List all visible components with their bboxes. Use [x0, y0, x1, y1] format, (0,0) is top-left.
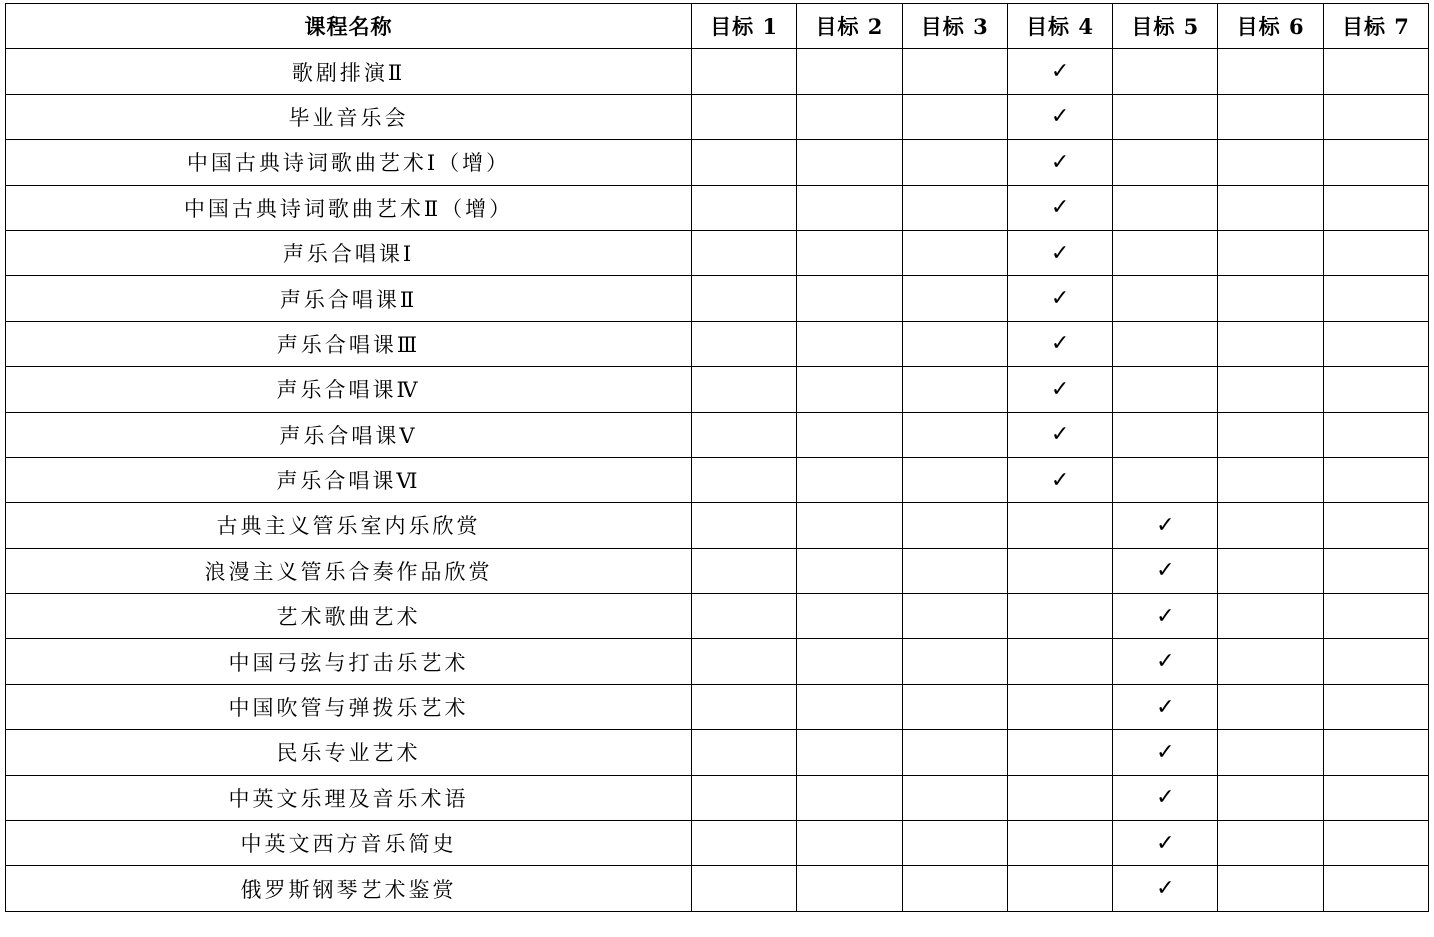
- check-mark-cell: ✓: [1113, 866, 1218, 911]
- empty-goal-cell: [692, 321, 797, 366]
- empty-goal-cell: [1218, 503, 1323, 548]
- empty-goal-cell: [902, 276, 1007, 321]
- empty-goal-cell: [902, 367, 1007, 412]
- empty-goal-cell: [797, 775, 902, 820]
- empty-goal-cell: [1113, 276, 1218, 321]
- empty-goal-cell: [797, 457, 902, 502]
- table-row: [6, 594, 1429, 639]
- empty-goal-cell: [902, 94, 1007, 139]
- empty-goal-cell: [1007, 503, 1112, 548]
- check-mark-cell: ✓: [1007, 321, 1112, 366]
- check-mark-cell: ✓: [1113, 503, 1218, 548]
- course-goal-table: [5, 3, 1429, 912]
- course-name-cell: 浪漫主义管乐合奏作品欣赏: [6, 548, 692, 593]
- empty-goal-cell: [1113, 230, 1218, 275]
- table-row: [6, 639, 1429, 684]
- empty-goal-cell: [1218, 639, 1323, 684]
- course-name-cell: 中国古典诗词歌曲艺术Ⅱ（增）: [6, 185, 692, 230]
- empty-goal-cell: [1323, 548, 1428, 593]
- empty-goal-cell: [1007, 866, 1112, 911]
- empty-goal-cell: [1218, 594, 1323, 639]
- table-row: [6, 503, 1429, 548]
- empty-goal-cell: [797, 866, 902, 911]
- empty-goal-cell: [1323, 49, 1428, 94]
- empty-goal-cell: [902, 548, 1007, 593]
- empty-goal-cell: [797, 821, 902, 866]
- empty-goal-cell: [797, 230, 902, 275]
- empty-goal-cell: [1323, 684, 1428, 729]
- check-mark-cell: ✓: [1113, 775, 1218, 820]
- empty-goal-cell: [1323, 412, 1428, 457]
- empty-goal-cell: [797, 730, 902, 775]
- empty-goal-cell: [692, 684, 797, 729]
- check-mark-cell: ✓: [1113, 548, 1218, 593]
- check-mark-cell: ✓: [1007, 276, 1112, 321]
- table-row: [6, 140, 1429, 185]
- empty-goal-cell: [797, 684, 902, 729]
- empty-goal-cell: [1323, 457, 1428, 502]
- table-row: [6, 230, 1429, 275]
- check-mark-cell: ✓: [1007, 230, 1112, 275]
- empty-goal-cell: [1323, 140, 1428, 185]
- empty-goal-cell: [1218, 684, 1323, 729]
- course-name-cell: 中英文西方音乐简史: [6, 821, 692, 866]
- check-mark-cell: ✓: [1113, 639, 1218, 684]
- empty-goal-cell: [1007, 821, 1112, 866]
- empty-goal-cell: [902, 594, 1007, 639]
- header-goal-1: 目标 1: [692, 4, 797, 49]
- empty-goal-cell: [797, 276, 902, 321]
- empty-goal-cell: [1323, 775, 1428, 820]
- empty-goal-cell: [1218, 276, 1323, 321]
- empty-goal-cell: [1218, 321, 1323, 366]
- empty-goal-cell: [692, 821, 797, 866]
- empty-goal-cell: [797, 367, 902, 412]
- table-row: [6, 94, 1429, 139]
- empty-goal-cell: [1218, 230, 1323, 275]
- table-row: [6, 321, 1429, 366]
- empty-goal-cell: [1007, 548, 1112, 593]
- empty-goal-cell: [692, 775, 797, 820]
- course-name-cell: 声乐合唱课Ⅱ: [6, 276, 692, 321]
- empty-goal-cell: [1218, 457, 1323, 502]
- empty-goal-cell: [1218, 94, 1323, 139]
- empty-goal-cell: [692, 548, 797, 593]
- empty-goal-cell: [902, 775, 1007, 820]
- empty-goal-cell: [797, 594, 902, 639]
- empty-goal-cell: [797, 321, 902, 366]
- empty-goal-cell: [902, 185, 1007, 230]
- course-name-cell: 毕业音乐会: [6, 94, 692, 139]
- empty-goal-cell: [1218, 412, 1323, 457]
- empty-goal-cell: [797, 548, 902, 593]
- empty-goal-cell: [1323, 594, 1428, 639]
- course-name-cell: 歌剧排演Ⅱ: [6, 49, 692, 94]
- empty-goal-cell: [797, 503, 902, 548]
- header-row: [6, 4, 1429, 49]
- empty-goal-cell: [797, 140, 902, 185]
- empty-goal-cell: [1323, 185, 1428, 230]
- empty-goal-cell: [1113, 185, 1218, 230]
- empty-goal-cell: [692, 412, 797, 457]
- empty-goal-cell: [1323, 276, 1428, 321]
- empty-goal-cell: [1323, 639, 1428, 684]
- course-name-cell: 声乐合唱课Ⅲ: [6, 321, 692, 366]
- empty-goal-cell: [1218, 140, 1323, 185]
- empty-goal-cell: [692, 185, 797, 230]
- empty-goal-cell: [1323, 503, 1428, 548]
- course-name-cell: 中国吹管与弹拨乐艺术: [6, 684, 692, 729]
- table-row: [6, 684, 1429, 729]
- empty-goal-cell: [902, 412, 1007, 457]
- check-mark-cell: ✓: [1007, 140, 1112, 185]
- course-name-cell: 俄罗斯钢琴艺术鉴赏: [6, 866, 692, 911]
- empty-goal-cell: [902, 730, 1007, 775]
- course-name-cell: 声乐合唱课Ⅰ: [6, 230, 692, 275]
- empty-goal-cell: [1007, 639, 1112, 684]
- check-mark-cell: ✓: [1007, 94, 1112, 139]
- empty-goal-cell: [1218, 367, 1323, 412]
- course-name-cell: 声乐合唱课Ⅳ: [6, 367, 692, 412]
- table-row: [6, 730, 1429, 775]
- empty-goal-cell: [692, 594, 797, 639]
- empty-goal-cell: [1113, 412, 1218, 457]
- table-row: [6, 548, 1429, 593]
- check-mark-cell: ✓: [1113, 594, 1218, 639]
- table-row: [6, 49, 1429, 94]
- empty-goal-cell: [1323, 230, 1428, 275]
- check-mark-cell: ✓: [1113, 684, 1218, 729]
- empty-goal-cell: [1323, 321, 1428, 366]
- empty-goal-cell: [1218, 548, 1323, 593]
- table-row: [6, 866, 1429, 911]
- empty-goal-cell: [692, 866, 797, 911]
- empty-goal-cell: [902, 49, 1007, 94]
- table-row: [6, 821, 1429, 866]
- empty-goal-cell: [692, 503, 797, 548]
- check-mark-cell: ✓: [1007, 457, 1112, 502]
- table-row: [6, 276, 1429, 321]
- header-goal-5: 目标 5: [1113, 4, 1218, 49]
- table-row: [6, 185, 1429, 230]
- empty-goal-cell: [1323, 94, 1428, 139]
- empty-goal-cell: [1113, 140, 1218, 185]
- empty-goal-cell: [1218, 185, 1323, 230]
- empty-goal-cell: [692, 94, 797, 139]
- check-mark-cell: ✓: [1007, 412, 1112, 457]
- header-goal-2: 目标 2: [797, 4, 902, 49]
- empty-goal-cell: [797, 49, 902, 94]
- header-course-name: 课程名称: [6, 4, 692, 49]
- empty-goal-cell: [1007, 730, 1112, 775]
- empty-goal-cell: [1113, 94, 1218, 139]
- empty-goal-cell: [797, 94, 902, 139]
- empty-goal-cell: [692, 367, 797, 412]
- empty-goal-cell: [1218, 866, 1323, 911]
- empty-goal-cell: [1323, 730, 1428, 775]
- header-goal-4: 目标 4: [1007, 4, 1112, 49]
- header-goal-6: 目标 6: [1218, 4, 1323, 49]
- empty-goal-cell: [1007, 775, 1112, 820]
- empty-goal-cell: [692, 730, 797, 775]
- empty-goal-cell: [797, 185, 902, 230]
- check-mark-cell: ✓: [1113, 821, 1218, 866]
- empty-goal-cell: [692, 457, 797, 502]
- empty-goal-cell: [1113, 367, 1218, 412]
- empty-goal-cell: [1113, 49, 1218, 94]
- check-mark-cell: ✓: [1007, 185, 1112, 230]
- check-mark-cell: ✓: [1007, 367, 1112, 412]
- table-row: [6, 457, 1429, 502]
- table-row: [6, 367, 1429, 412]
- course-name-cell: 中国弓弦与打击乐艺术: [6, 639, 692, 684]
- empty-goal-cell: [902, 230, 1007, 275]
- empty-goal-cell: [1218, 775, 1323, 820]
- empty-goal-cell: [692, 49, 797, 94]
- empty-goal-cell: [1218, 49, 1323, 94]
- empty-goal-cell: [1007, 684, 1112, 729]
- empty-goal-cell: [902, 639, 1007, 684]
- empty-goal-cell: [797, 639, 902, 684]
- empty-goal-cell: [1007, 594, 1112, 639]
- empty-goal-cell: [692, 639, 797, 684]
- course-name-cell: 艺术歌曲艺术: [6, 594, 692, 639]
- header-goal-7: 目标 7: [1323, 4, 1428, 49]
- course-name-cell: 声乐合唱课Ⅴ: [6, 412, 692, 457]
- course-name-cell: 民乐专业艺术: [6, 730, 692, 775]
- empty-goal-cell: [1113, 457, 1218, 502]
- table-body: [6, 49, 1429, 911]
- course-name-cell: 中英文乐理及音乐术语: [6, 775, 692, 820]
- empty-goal-cell: [902, 503, 1007, 548]
- course-name-cell: 中国古典诗词歌曲艺术Ⅰ（增）: [6, 140, 692, 185]
- empty-goal-cell: [1218, 730, 1323, 775]
- course-name-cell: 古典主义管乐室内乐欣赏: [6, 503, 692, 548]
- empty-goal-cell: [902, 140, 1007, 185]
- empty-goal-cell: [692, 230, 797, 275]
- empty-goal-cell: [692, 276, 797, 321]
- empty-goal-cell: [902, 866, 1007, 911]
- header-goal-3: 目标 3: [902, 4, 1007, 49]
- check-mark-cell: ✓: [1007, 49, 1112, 94]
- empty-goal-cell: [1323, 866, 1428, 911]
- table-row: [6, 412, 1429, 457]
- empty-goal-cell: [1218, 821, 1323, 866]
- empty-goal-cell: [902, 684, 1007, 729]
- empty-goal-cell: [902, 321, 1007, 366]
- table-row: [6, 775, 1429, 820]
- empty-goal-cell: [1113, 321, 1218, 366]
- empty-goal-cell: [1323, 821, 1428, 866]
- empty-goal-cell: [692, 140, 797, 185]
- empty-goal-cell: [1323, 367, 1428, 412]
- empty-goal-cell: [902, 457, 1007, 502]
- empty-goal-cell: [902, 821, 1007, 866]
- check-mark-cell: ✓: [1113, 730, 1218, 775]
- course-name-cell: 声乐合唱课Ⅵ: [6, 457, 692, 502]
- empty-goal-cell: [797, 412, 902, 457]
